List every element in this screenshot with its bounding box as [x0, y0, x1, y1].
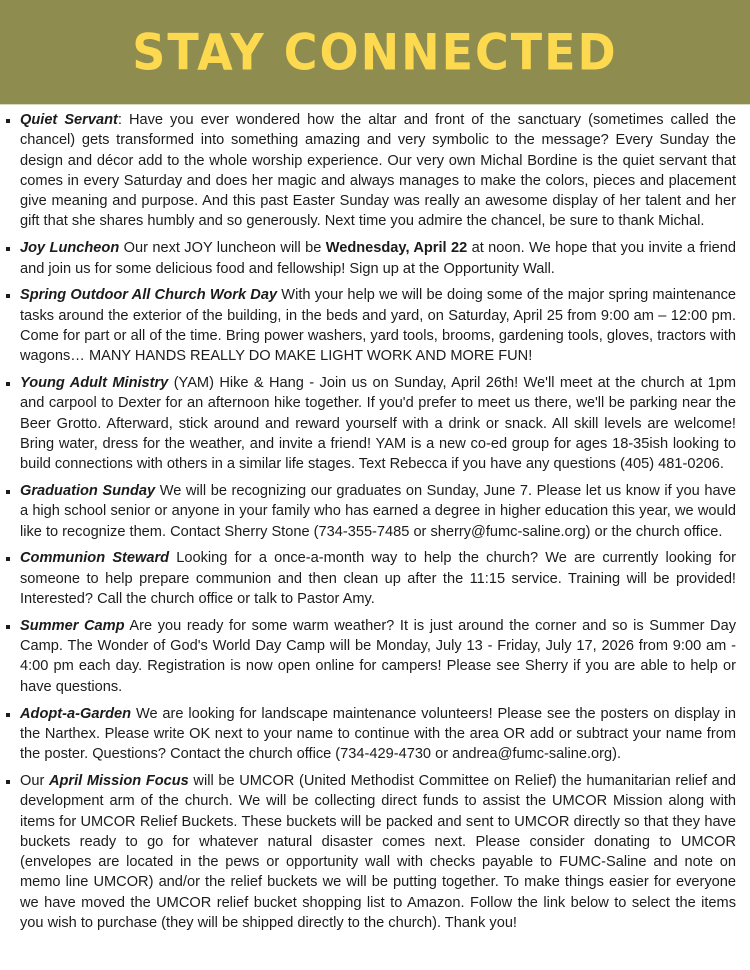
item-text: : Have you ever wondered how the altar and front of the sanctuary (sometimes called the chancel) gets transformed into something amazing and very symbolic to the message? Every Sunday the design and décor add to the whole worship experience. Our very own Michal Bordine is the quiet servant that comes in every Saturday and does her magic and always manages to make the colors, pieces and placement give meaning and purpose. And this past Easter Sunday was really an awesome display of her talent and her gift that she shares humbly and so generously. Next time you admire the chancel, be sure to thank Michal.: [20, 112, 736, 230]
item-text: Our next JOY luncheon will be: [119, 240, 326, 257]
item-title: Summer Camp: [20, 617, 125, 634]
item-title: Young Adult Ministry: [20, 375, 169, 392]
list-item-communion-steward: [0, 548, 736, 609]
item-title: Spring Outdoor All Church Work Day: [20, 287, 278, 304]
item-text: will be UMCOR (United Methodist Committee on Relief) the humanitarian relief and development arm of the church. We will be collecting direct funds to assist the UMCOR Mission along with items for UMCOR Relief Buckets. These buckets will be packed and sent to UMCOR directly so that they have buckets ready to go for whatever natural disaster comes next. Please consider donating to UMCOR (envelopes are located in the pews or opportunity wall with checks payable to FUMC-Saline and note on memo line UMCOR) and/or the relief buckets we will be putting together. To make things easier for everyone we have moved the UMCOR relief bucket shopping list to Amazon. Follow the link below to select the items you wish to purchase (they will be shipped directly to the church). Thank you!: [20, 772, 736, 931]
announcement-list: [0, 105, 750, 933]
item-title: Joy Luncheon: [20, 240, 120, 257]
item-text: Are you ready for some warm weather? It is just around the corner and so is Summer Day Camp. The Wonder of God's World Day Camp will be Monday, July 13 - Friday, July 17, 2026 from 9:00 am - 4:00 pm each day. Registration is now open online for campers! Please see Sherry if you are able to help or have questions.: [20, 617, 737, 695]
item-text: Our: [20, 772, 49, 789]
list-item-joy-luncheon: [0, 238, 736, 279]
item-text: Looking for a once-a-month way to help the church? We are currently looking for someone to help prepare communion and then clean up after the 11:15 service. Training will be provided! Interested? Call the church office or talk to Pastor Amy.: [20, 550, 736, 608]
list-item-quiet-servant: [0, 110, 736, 232]
item-text: We are looking for landscape maintenance volunteers! Please see the posters on display in the Narthex. Please write OK next to your name to continue with the area OR add or subtract your name from the poster. Questions? Contact the church office (734-429-4730 or andrea@fumc-saline.org).: [20, 705, 736, 763]
header-banner: [0, 0, 750, 105]
item-title: Quiet Servant: [20, 112, 118, 128]
item-title: April Mission Focus: [48, 772, 189, 789]
item-title: Communion Steward: [20, 550, 170, 567]
list-item-adopt-a-garden: [0, 704, 736, 765]
list-item-april-mission-focus: [0, 771, 736, 933]
item-text: at noon. We hope that you invite a friend and join us for some delicious food and fellowship! Sign up at the Opportunity Wall.: [20, 240, 737, 277]
item-text: With your help we will be doing some of the major spring maintenance tasks around the exterior of the building, in the beds and yard, on Saturday, April 25 from 9:00 am – 12:00 pm. Come for part or all of the time. Bring power washers, yard tools, brooms, gardening tools, gloves, tractors with wagons… MANY HANDS REALLY DO MAKE LIGHT WORK AND MORE FUN!: [20, 287, 736, 365]
page-title: STAY CONNECTED: [132, 22, 618, 82]
list-item-young-adult-ministry: [0, 373, 736, 474]
item-date: Wednesday, April 22: [325, 240, 468, 257]
list-item-summer-camp: [0, 616, 736, 697]
list-item-work-day: [0, 285, 736, 366]
item-title: Adopt-a-Garden: [20, 705, 132, 722]
item-title: Graduation Sunday: [20, 483, 156, 500]
item-text: We will be recognizing our graduates on Sunday, June 7. Please let us know if you have a high school senior or anyone in your family who has earned a degree in higher education this year, we would like to recognize them. Contact Sherry Stone (734-355-7485 or sherry@fumc-saline.org) or the church office.: [20, 483, 737, 540]
item-text: (YAM) Hike & Hang - Join us on Sunday, April 26th! We'll meet at the church at 1pm and carpool to Dexter for an afternoon hike together. If you'd prefer to meet us there, we'll be parking near the Beer Grotto. Afterward, stick around and reward yourself with a drink or snack. All skill levels are welcome! Bring water, dress for the weather, and invite a friend! YAM is a new co-ed group for ages 18-35ish looking to build connections with others in a similar life stages. Text Rebecca if you have any questions (405) 481-0206.: [20, 375, 736, 473]
list-item-graduation-sunday: [0, 481, 736, 542]
